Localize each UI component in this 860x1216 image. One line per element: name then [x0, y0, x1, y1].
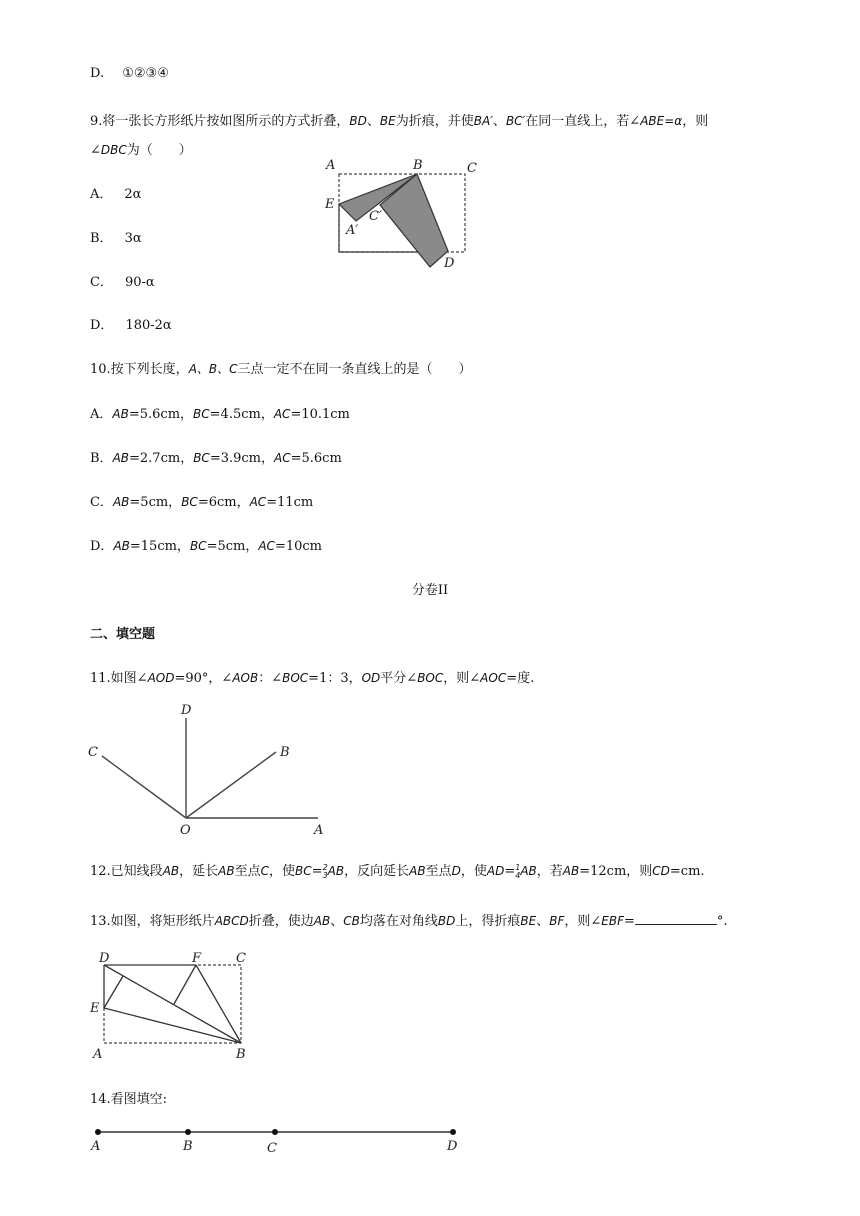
crease-BF: [196, 965, 241, 1043]
q9-text: 、: [492, 114, 506, 129]
label-A-prime: A′: [346, 223, 359, 238]
q12-text: =: [504, 864, 516, 879]
label-E: E: [325, 197, 335, 212]
q13-text: 、: [536, 914, 550, 929]
q13-var: BD: [437, 914, 456, 928]
q9-figure: [320, 155, 490, 270]
q11-text: ，则∠: [443, 671, 481, 686]
q14-stem: 14.看图填空:: [90, 1092, 168, 1107]
label-F: F: [192, 951, 202, 966]
q10-text: 10.按下列长度，: [90, 362, 189, 377]
q13-var: ABCD: [214, 914, 249, 928]
q9-var: DBC: [100, 143, 127, 157]
q12-text: 至点: [234, 864, 261, 879]
label-B: B: [183, 1139, 193, 1154]
point-C: [272, 1129, 278, 1135]
option-var: BC: [193, 407, 210, 421]
label-C: C: [236, 951, 246, 966]
label-C-prime: C′: [369, 209, 382, 224]
q13-var: CB: [343, 914, 360, 928]
q11-text: ：∠: [258, 671, 283, 686]
q9-var: ABE=α: [640, 114, 683, 128]
fraction-numerator: 2: [322, 862, 328, 872]
q11-text: 11.如图∠: [90, 671, 148, 686]
option-var: AB: [112, 451, 130, 465]
ray-OB: [186, 752, 276, 818]
fraction-numerator: 1: [515, 862, 521, 872]
q10-text: 三点一定不在同一条直线上的是（ ）: [237, 362, 472, 377]
q12-text: =12cm，则: [579, 864, 653, 879]
fold-segment-F: [174, 965, 196, 1004]
q9-var: BA′: [473, 114, 493, 128]
q12-var: AB: [162, 864, 180, 878]
point-D: [450, 1129, 456, 1135]
option-value: =4.5cm，: [209, 407, 274, 422]
ray-OC: [102, 756, 186, 818]
label-E: E: [90, 1001, 100, 1016]
q9-var: BC′: [505, 114, 526, 128]
fold-segment-E: [104, 976, 123, 1008]
part-2-title: 分卷II: [411, 583, 449, 598]
section-2-heading: 二、填空题: [90, 627, 156, 642]
option-var: BC: [181, 495, 198, 509]
q10-var: A、B、C: [188, 362, 238, 376]
q9-text: 在同一直线上，若∠: [525, 114, 641, 129]
option-letter: C．: [90, 495, 113, 510]
option-text: 2α: [124, 187, 142, 202]
q9-text: ∠: [90, 143, 101, 158]
q12-text: ，延长: [179, 864, 219, 879]
q11-text: 平分∠: [380, 671, 418, 686]
q12-text: 至点: [425, 864, 452, 879]
diagonal-BD: [104, 965, 241, 1043]
q13-text: 上，得折痕: [455, 914, 521, 929]
q12-var: AB: [562, 864, 580, 878]
q9-text: 、: [366, 114, 380, 129]
option-value: =10cm: [274, 539, 322, 554]
option-var: AC: [274, 451, 291, 465]
q12-var: AB: [409, 864, 426, 878]
q13-text: =: [623, 914, 635, 929]
q9-text: 9.将一张长方形纸片按如图所示的方式折叠，: [90, 114, 350, 129]
q13-text: 折叠，使边: [248, 914, 314, 929]
q13-stem: [90, 910, 728, 929]
q11-text: =1：3，: [308, 671, 362, 686]
q13-text: °.: [716, 914, 728, 929]
label-C: C: [267, 1141, 277, 1156]
option-var: AB: [112, 495, 130, 509]
q12-text: 12.已知线段: [90, 864, 163, 879]
q11-var: BOC: [282, 671, 309, 685]
q13-text: 均落在对角线: [359, 914, 438, 929]
option-var: AC: [249, 495, 267, 509]
option-letter: D．: [90, 539, 114, 554]
q12-text: ，若: [536, 864, 563, 879]
q11-var: AOD: [147, 671, 175, 685]
q12-var: BC: [295, 864, 312, 878]
q9-text: ，则: [682, 114, 709, 129]
q9-var: BD: [349, 114, 367, 128]
q10-stem: [90, 358, 472, 377]
q12-text: =cm.: [669, 864, 705, 879]
label-B: B: [413, 158, 423, 173]
option-value: =15cm，: [129, 539, 190, 554]
q13-var: BF: [549, 914, 565, 928]
label-D: D: [99, 951, 110, 966]
q9-option-a[interactable]: [90, 183, 141, 202]
q11-var: BOC: [417, 671, 444, 685]
fraction-denominator: 4: [515, 870, 521, 880]
option-letter: B．: [90, 231, 113, 246]
label-A: A: [326, 158, 336, 173]
q13-var: EBF: [601, 914, 624, 928]
option-var: BC: [193, 451, 210, 465]
q11-text: =度.: [506, 671, 535, 686]
q9-option-b[interactable]: [90, 227, 142, 246]
crease-BE: [104, 1008, 241, 1043]
q12-text: ，使: [460, 864, 487, 879]
q11-figure: [80, 700, 340, 840]
q9-text: 为（ ）: [126, 143, 192, 158]
answer-blank[interactable]: [635, 912, 717, 925]
q9-stem-line1: [90, 110, 708, 129]
q10-option-b[interactable]: [90, 447, 342, 466]
fraction-denominator: 3: [322, 870, 328, 880]
q9-stem-line2: [90, 139, 192, 158]
q12-text: =: [311, 864, 323, 879]
q12-var: AB: [520, 864, 537, 878]
option-value: =5.6cm: [290, 451, 342, 466]
option-value: =5cm，: [129, 495, 182, 510]
label-C: C: [467, 161, 477, 176]
q11-var: OD: [361, 671, 381, 685]
option-text: 180-2α: [125, 318, 172, 333]
q10-option-d[interactable]: [90, 535, 322, 554]
q12-var: AB: [218, 864, 235, 878]
option-var: AC: [258, 539, 275, 553]
option-value: =2.7cm，: [129, 451, 194, 466]
option-value: =5cm，: [206, 539, 259, 554]
q10-option-c[interactable]: [90, 491, 313, 510]
q13-text: 、: [330, 914, 344, 929]
option-text: ①②③④: [122, 66, 169, 81]
q13-text: 13.如图，将矩形纸片: [90, 914, 215, 929]
point-B: [185, 1129, 191, 1135]
q9-option-d[interactable]: [90, 314, 172, 333]
label-A: A: [314, 823, 324, 838]
q14-figure: [85, 1120, 475, 1160]
label-A: A: [91, 1139, 101, 1154]
option-letter: D．: [90, 318, 114, 333]
option-value: =11cm: [266, 495, 314, 510]
q11-stem: [90, 667, 534, 686]
q12-stem: [90, 860, 705, 880]
q11-var: AOC: [480, 671, 507, 685]
label-D: D: [447, 1139, 458, 1154]
label-O: O: [180, 823, 191, 838]
label-D: D: [444, 256, 455, 270]
label-B: B: [280, 745, 290, 760]
option-value: =6cm，: [197, 495, 250, 510]
q13-text: ，则∠: [564, 914, 602, 929]
q9-text: 为折痕，并使: [395, 114, 474, 129]
option-var: BC: [189, 539, 207, 553]
label-D: D: [181, 703, 192, 718]
option-text: 90-α: [124, 275, 155, 290]
q12-var: D: [451, 864, 461, 878]
label-B: B: [236, 1047, 246, 1062]
option-letter: C．: [90, 275, 113, 290]
q12-var: AD: [486, 864, 505, 878]
q9-var: BE: [379, 114, 396, 128]
q12-text: ，反向延长: [344, 864, 410, 879]
option-value: =3.9cm，: [209, 451, 275, 466]
q12-var: CD: [652, 864, 670, 878]
q12-text: ，使: [269, 864, 296, 879]
option-var: AB: [112, 407, 129, 421]
option-var: AB: [113, 539, 130, 553]
q12-var: C: [260, 864, 270, 878]
option-value: =10.1cm: [290, 407, 350, 422]
point-A: [95, 1129, 101, 1135]
q13-var: BE: [520, 914, 537, 928]
q10-option-a[interactable]: [90, 403, 350, 422]
option-letter: A．: [90, 407, 113, 422]
q13-figure: [85, 945, 265, 1065]
option-letter: A．: [90, 187, 113, 202]
q13-var: AB: [313, 914, 331, 928]
option-var: AC: [273, 407, 291, 421]
q8-option-d: [90, 66, 169, 81]
option-letter: D.: [90, 66, 105, 81]
q11-text: =90°，∠: [174, 671, 233, 686]
option-letter: B．: [90, 451, 113, 466]
label-C: C: [88, 745, 98, 760]
option-text: 3α: [124, 231, 142, 246]
label-A: A: [93, 1047, 103, 1062]
q11-var: AOB: [232, 671, 259, 685]
option-value: =5.6cm，: [128, 407, 194, 422]
q12-var: AB: [327, 864, 345, 878]
q9-option-c[interactable]: [90, 271, 155, 290]
